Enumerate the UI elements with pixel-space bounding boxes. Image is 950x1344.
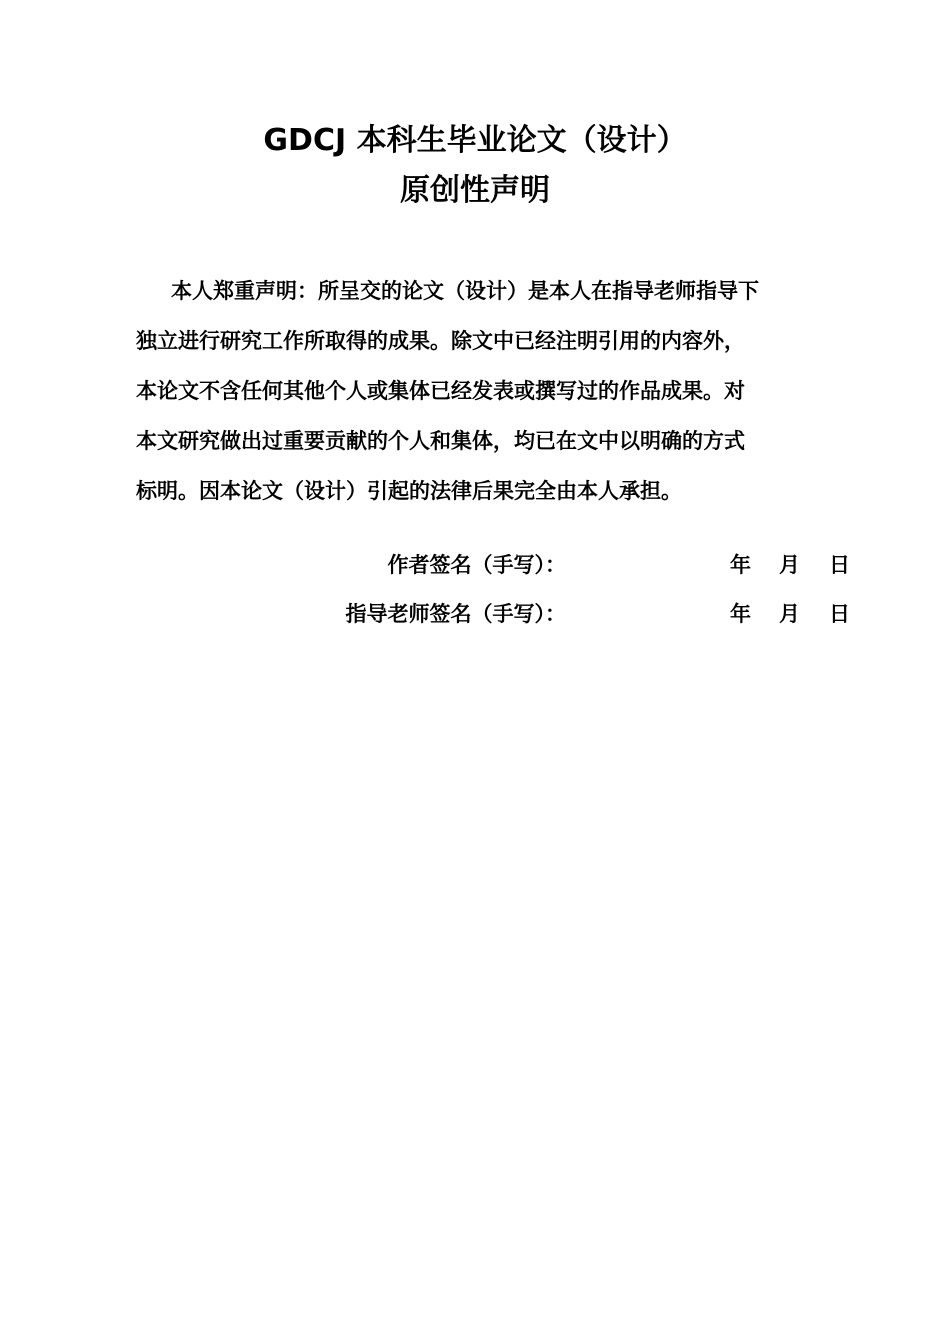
date-day-label: 日 [829,553,850,577]
document-subtitle: 原创性声明 [400,173,550,208]
author-signature-row [0,548,950,582]
advisor-signature-label: 指导老师签名（手写）： [345,602,566,626]
author-signature-date [730,548,850,582]
declaration-line: 本人郑重声明：所呈交的论文（设计）是本人在指导老师指导下 [171,279,759,303]
declaration-line: 标明。因本论文（设计）引起的法律后果完全由本人承担。 [136,479,682,503]
advisor-signature-row [0,597,950,631]
date-month-label: 月 [779,553,800,577]
declaration-line: 独立进行研究工作所取得的成果。除文中已经注明引用的内容外， [136,329,745,353]
author-signature-label: 作者签名（手写）： [387,553,566,577]
date-year-label: 年 [730,602,751,626]
date-year-label: 年 [730,553,751,577]
date-day-label: 日 [829,602,850,626]
advisor-signature-date [730,597,850,631]
declaration-line: 本论文不含任何其他个人或集体已经发表或撰写过的作品成果。对 [136,379,745,403]
declaration-text [136,274,842,524]
declaration-line: 本文研究做出过重要贡献的个人和集体，均已在文中以明确的方式 [136,429,745,453]
document-title: GDCJ 本科生毕业论文（设计） [263,123,687,158]
date-month-label: 月 [779,602,800,626]
